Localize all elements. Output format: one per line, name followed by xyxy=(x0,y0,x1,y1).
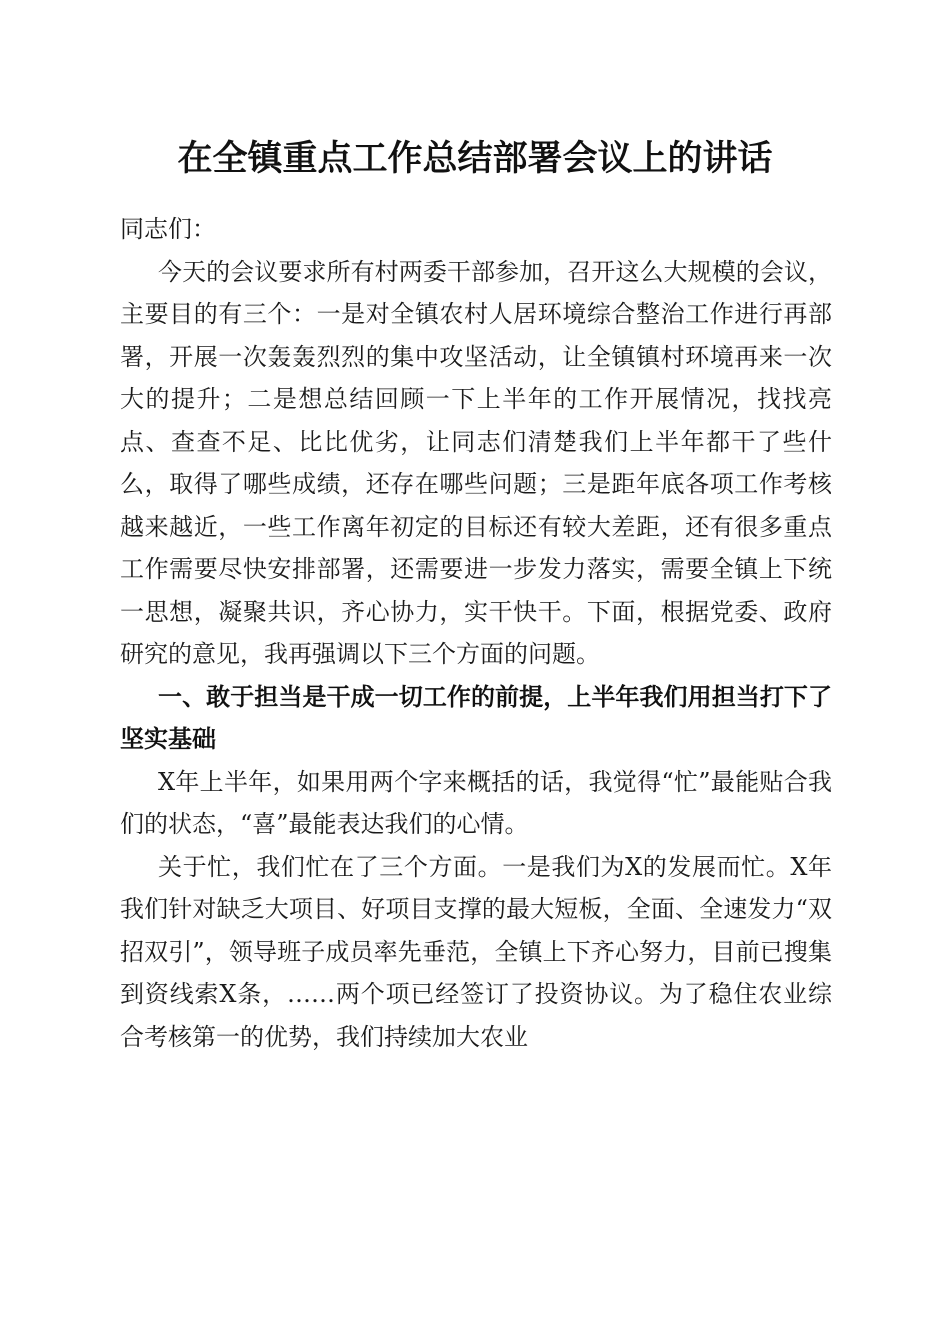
section-heading-1: 一、敢于担当是干成一切工作的前提，上半年我们用担当打下了坚实基础 xyxy=(120,682,832,753)
summary-paragraph: X年上半年，如果用两个字来概括的话，我觉得“忙”最能贴合我们的状态，“喜”最能表达我们的心情。 xyxy=(120,767,832,838)
document-title: 在全镇重点工作总结部署会议上的讲话 xyxy=(177,138,773,179)
salutation: 同志们： xyxy=(120,215,216,243)
intro-paragraph: 今天的会议要求所有村两委干部参加，召开这么大规模的会议，主要目的有三个：一是对全镇农村人居环境综合整治工作进行再部署，开展一次轰轰烈烈的集中攻坚活动，让全镇镇村环境再来一次大的提升；二是想总结回顾一下上半年的工作开展情况，找找亮点、查查不足、比比优劣，让同志们清楚我们上半年都干了些什么，取得了哪些成绩，还存在哪些问题；三是距年底各项工作考核越来越近，一些工作离年初定的目标还有较大差距，还有很多重点工作需要尽快安排部署，还需要进一步发力落实，需要全镇上下统一思想，凝聚共识，齐心协力，实干快干。下面，根据党委、政府研究的意见，我再强调以下三个方面的问题。 xyxy=(120,257,832,668)
document-body xyxy=(120,208,832,1058)
busy-paragraph: 关于忙，我们忙在了三个方面。一是我们为X的发展而忙。X年我们针对缺乏大项目、好项目支撑的最大短板，全面、全速发力“双招双引”，领导班子成员率先垂范，全镇上下齐心努力，目前已搜集到资线索X条，……两个项已经签订了投资协议。为了稳住农业综合考核第一的优势，我们持续加大农业 xyxy=(120,852,832,1051)
